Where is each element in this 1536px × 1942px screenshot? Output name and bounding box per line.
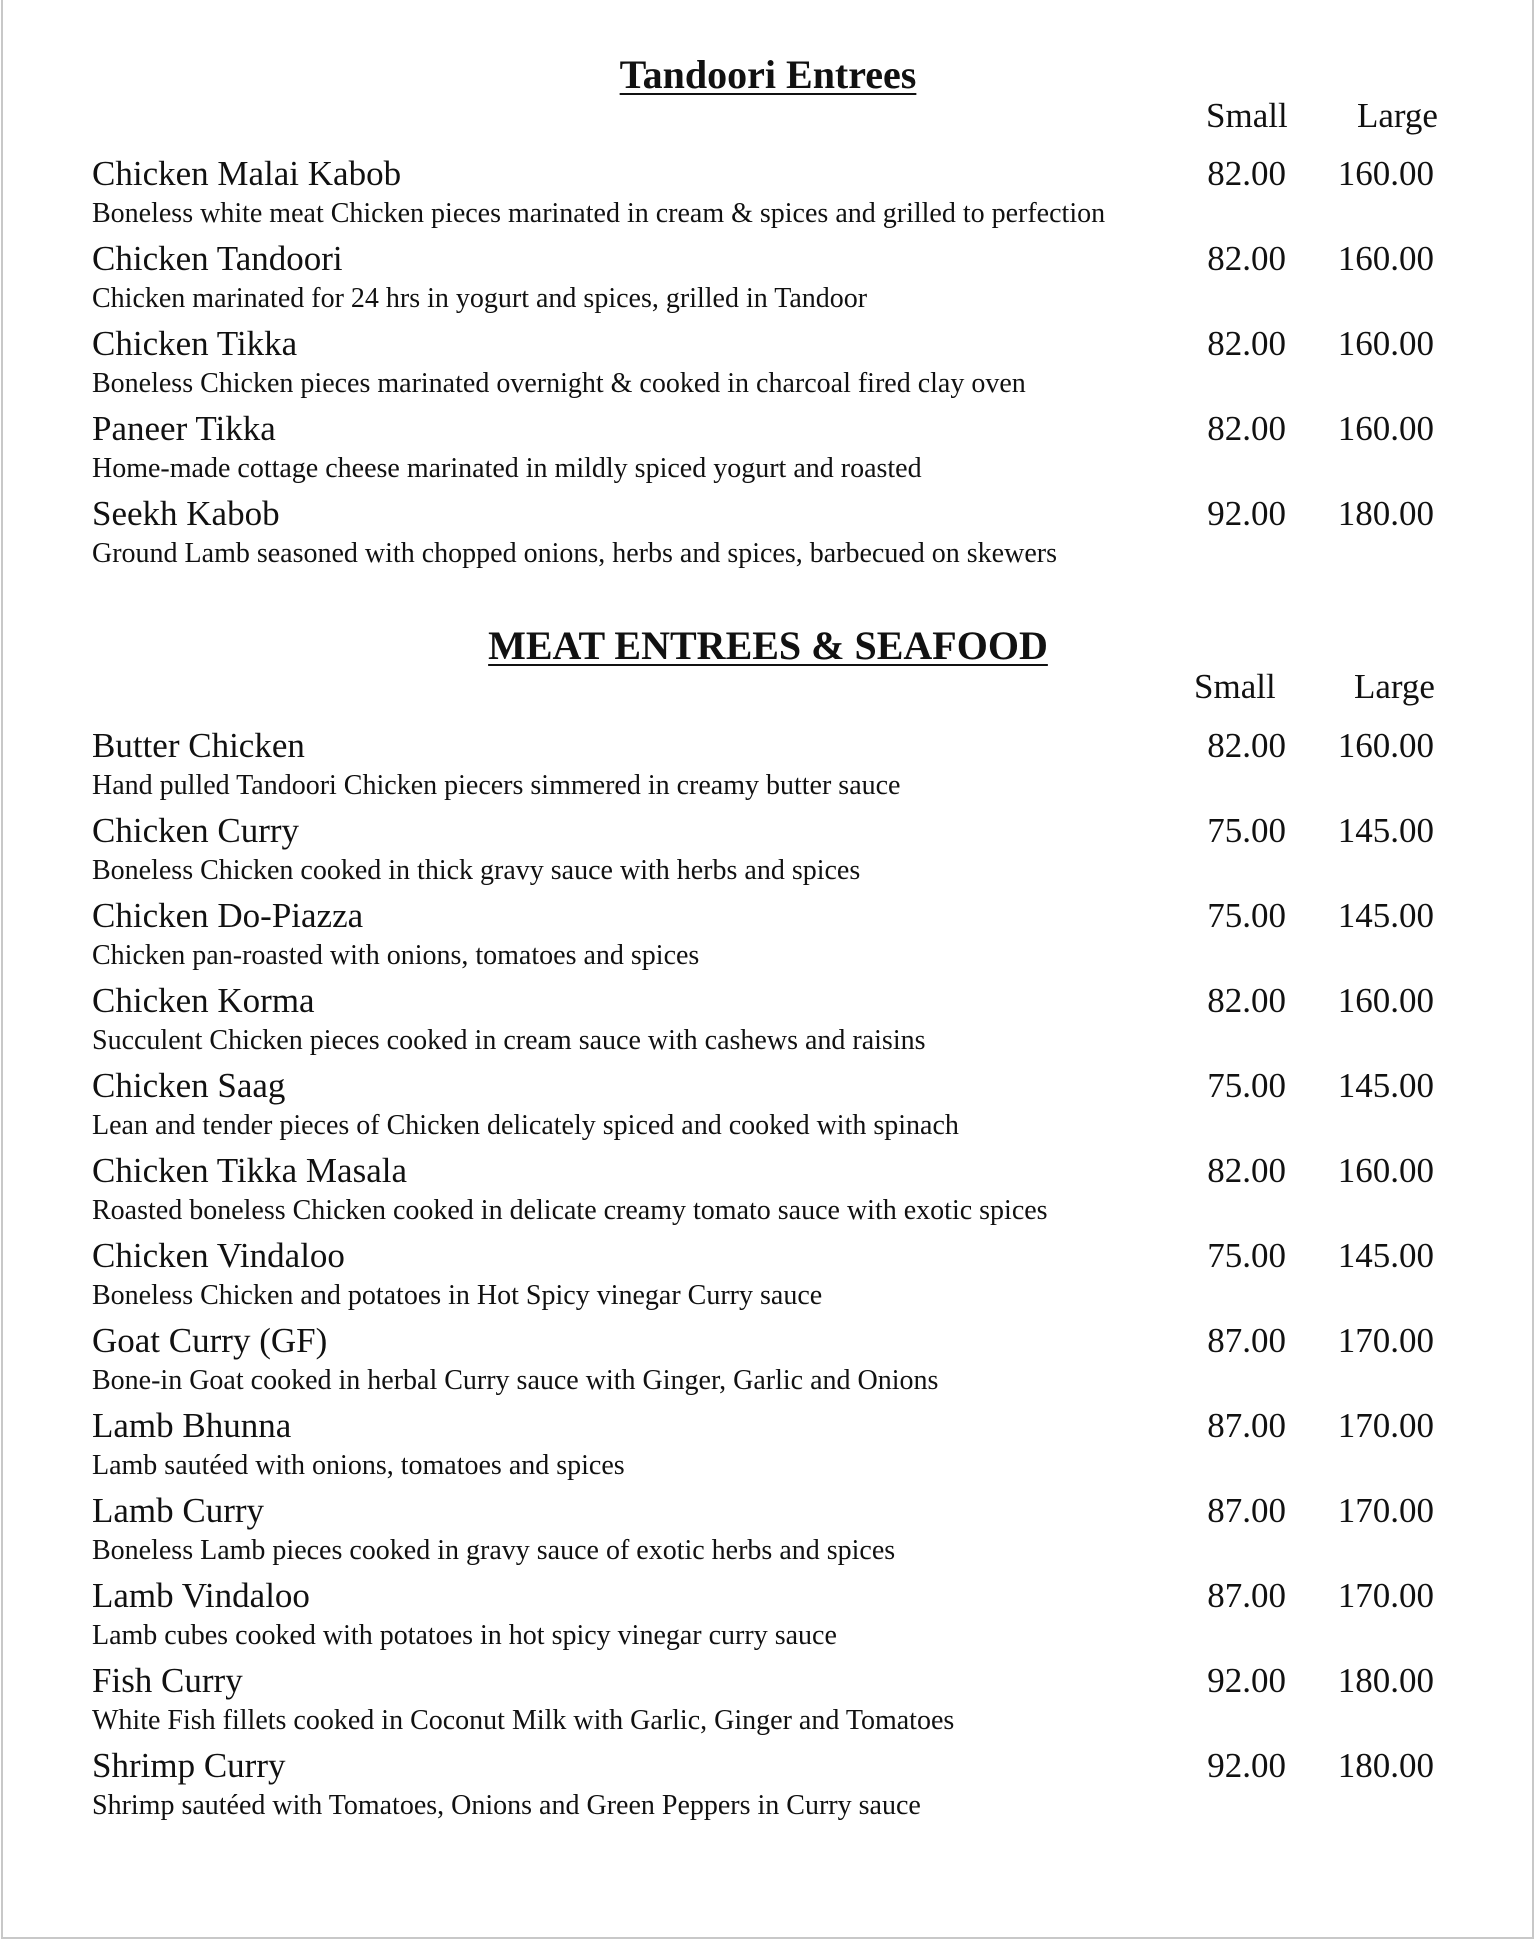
price-small: 92.00 (1207, 1746, 1286, 1785)
column-header-small: Small (1206, 96, 1288, 135)
item-name: Chicken Korma (92, 981, 315, 1020)
price-large: 160.00 (1337, 981, 1434, 1020)
price-small: 75.00 (1207, 1066, 1286, 1105)
item-description: Lamb sautéed with onions, tomatoes and spices (92, 1450, 625, 1481)
item-description: Roasted boneless Chicken cooked in delicate creamy tomato sauce with exotic spices (92, 1195, 1048, 1226)
price-small: 92.00 (1207, 1661, 1286, 1700)
item-name: Fish Curry (92, 1661, 243, 1700)
column-header-large: Large (1354, 667, 1435, 706)
price-large: 180.00 (1337, 494, 1434, 533)
item-description: Hand pulled Tandoori Chicken piecers simmered in creamy butter sauce (92, 770, 901, 801)
price-small: 82.00 (1207, 726, 1286, 765)
menu-item (0, 1238, 1536, 1323)
price-small: 82.00 (1207, 1151, 1286, 1190)
item-name: Chicken Tandoori (92, 239, 343, 278)
item-name: Chicken Curry (92, 811, 300, 850)
price-large: 145.00 (1337, 811, 1434, 850)
item-description: Shrimp sautéed with Tomatoes, Onions and Green Peppers in Curry sauce (92, 1790, 921, 1821)
item-name: Goat Curry (GF) (92, 1321, 328, 1360)
menu-item (0, 326, 1536, 411)
price-small: 82.00 (1207, 239, 1286, 278)
price-large: 170.00 (1337, 1576, 1434, 1615)
menu-list (0, 156, 1536, 581)
item-description: Ground Lamb seasoned with chopped onions, herbs and spices, barbecued on skewers (92, 538, 1057, 569)
item-description: Boneless Chicken cooked in thick gravy sauce with herbs and spices (92, 855, 861, 886)
item-name: Lamb Bhunna (92, 1406, 292, 1445)
menu-item (0, 496, 1536, 581)
section-title: MEAT ENTREES & SEAFOOD (488, 623, 1048, 668)
item-description: White Fish fillets cooked in Coconut Milk with Garlic, Ginger and Tomatoes (92, 1705, 955, 1736)
price-small: 87.00 (1207, 1576, 1286, 1615)
price-large: 170.00 (1337, 1321, 1434, 1360)
item-description: Lamb cubes cooked with potatoes in hot spicy vinegar curry sauce (92, 1620, 837, 1651)
menu-item (0, 241, 1536, 326)
menu-item (0, 983, 1536, 1068)
price-small: 82.00 (1207, 409, 1286, 448)
price-large: 180.00 (1337, 1746, 1434, 1785)
price-small: 75.00 (1207, 896, 1286, 935)
price-small: 87.00 (1207, 1406, 1286, 1445)
item-name: Lamb Curry (92, 1491, 265, 1530)
price-small: 82.00 (1207, 981, 1286, 1020)
price-large: 145.00 (1337, 896, 1434, 935)
item-name: Lamb Vindaloo (92, 1576, 310, 1615)
menu-item (0, 1068, 1536, 1153)
menu-item (0, 1493, 1536, 1578)
price-large: 160.00 (1337, 154, 1434, 193)
item-name: Chicken Vindaloo (92, 1236, 345, 1275)
menu-item (0, 898, 1536, 983)
menu-item (0, 1408, 1536, 1493)
price-small: 92.00 (1207, 494, 1286, 533)
price-small: 87.00 (1207, 1321, 1286, 1360)
item-description: Succulent Chicken pieces cooked in cream sauce with cashews and raisins (92, 1025, 926, 1056)
item-name: Paneer Tikka (92, 409, 276, 448)
menu-item (0, 1578, 1536, 1663)
price-small: 87.00 (1207, 1491, 1286, 1530)
price-large: 160.00 (1337, 1151, 1434, 1190)
price-small: 75.00 (1207, 1236, 1286, 1275)
item-name: Butter Chicken (92, 726, 305, 765)
column-header-small: Small (1194, 667, 1276, 706)
item-name: Chicken Malai Kabob (92, 154, 402, 193)
price-small: 75.00 (1207, 811, 1286, 850)
price-large: 145.00 (1337, 1236, 1434, 1275)
menu-item (0, 728, 1536, 813)
price-large: 180.00 (1337, 1661, 1434, 1700)
menu-item (0, 1323, 1536, 1408)
item-description: Home-made cottage cheese marinated in mildly spiced yogurt and roasted (92, 453, 922, 484)
menu-item (0, 1153, 1536, 1238)
item-name: Chicken Tikka Masala (92, 1151, 407, 1190)
price-small: 82.00 (1207, 324, 1286, 363)
item-description: Bone-in Goat cooked in herbal Curry sauce with Ginger, Garlic and Onions (92, 1365, 939, 1396)
menu-item (0, 411, 1536, 496)
item-description: Boneless white meat Chicken pieces marinated in cream & spices and grilled to perfection (92, 198, 1106, 229)
menu-item (0, 1663, 1536, 1748)
item-name: Seekh Kabob (92, 494, 280, 533)
item-description: Boneless Lamb pieces cooked in gravy sauce of exotic herbs and spices (92, 1535, 896, 1566)
menu-item (0, 1748, 1536, 1833)
price-small: 82.00 (1207, 154, 1286, 193)
price-large: 160.00 (1337, 409, 1434, 448)
price-large: 160.00 (1337, 726, 1434, 765)
price-large: 170.00 (1337, 1491, 1434, 1530)
item-description: Chicken marinated for 24 hrs in yogurt and spices, grilled in Tandoor (92, 283, 868, 314)
item-description: Lean and tender pieces of Chicken delicately spiced and cooked with spinach (92, 1110, 959, 1141)
item-name: Chicken Saag (92, 1066, 286, 1105)
item-description: Boneless Chicken pieces marinated overnight & cooked in charcoal fired clay oven (92, 368, 1026, 399)
item-description: Boneless Chicken and potatoes in Hot Spicy vinegar Curry sauce (92, 1280, 823, 1311)
item-name: Chicken Do-Piazza (92, 896, 364, 935)
price-large: 170.00 (1337, 1406, 1434, 1445)
column-header-large: Large (1357, 96, 1438, 135)
menu-item (0, 813, 1536, 898)
menu-list (0, 728, 1536, 1833)
section-title: Tandoori Entrees (619, 52, 917, 97)
price-large: 160.00 (1337, 239, 1434, 278)
item-name: Chicken Tikka (92, 324, 298, 363)
price-large: 145.00 (1337, 1066, 1434, 1105)
item-description: Chicken pan-roasted with onions, tomatoes and spices (92, 940, 700, 971)
item-name: Shrimp Curry (92, 1746, 286, 1785)
price-large: 160.00 (1337, 324, 1434, 363)
menu-item (0, 156, 1536, 241)
